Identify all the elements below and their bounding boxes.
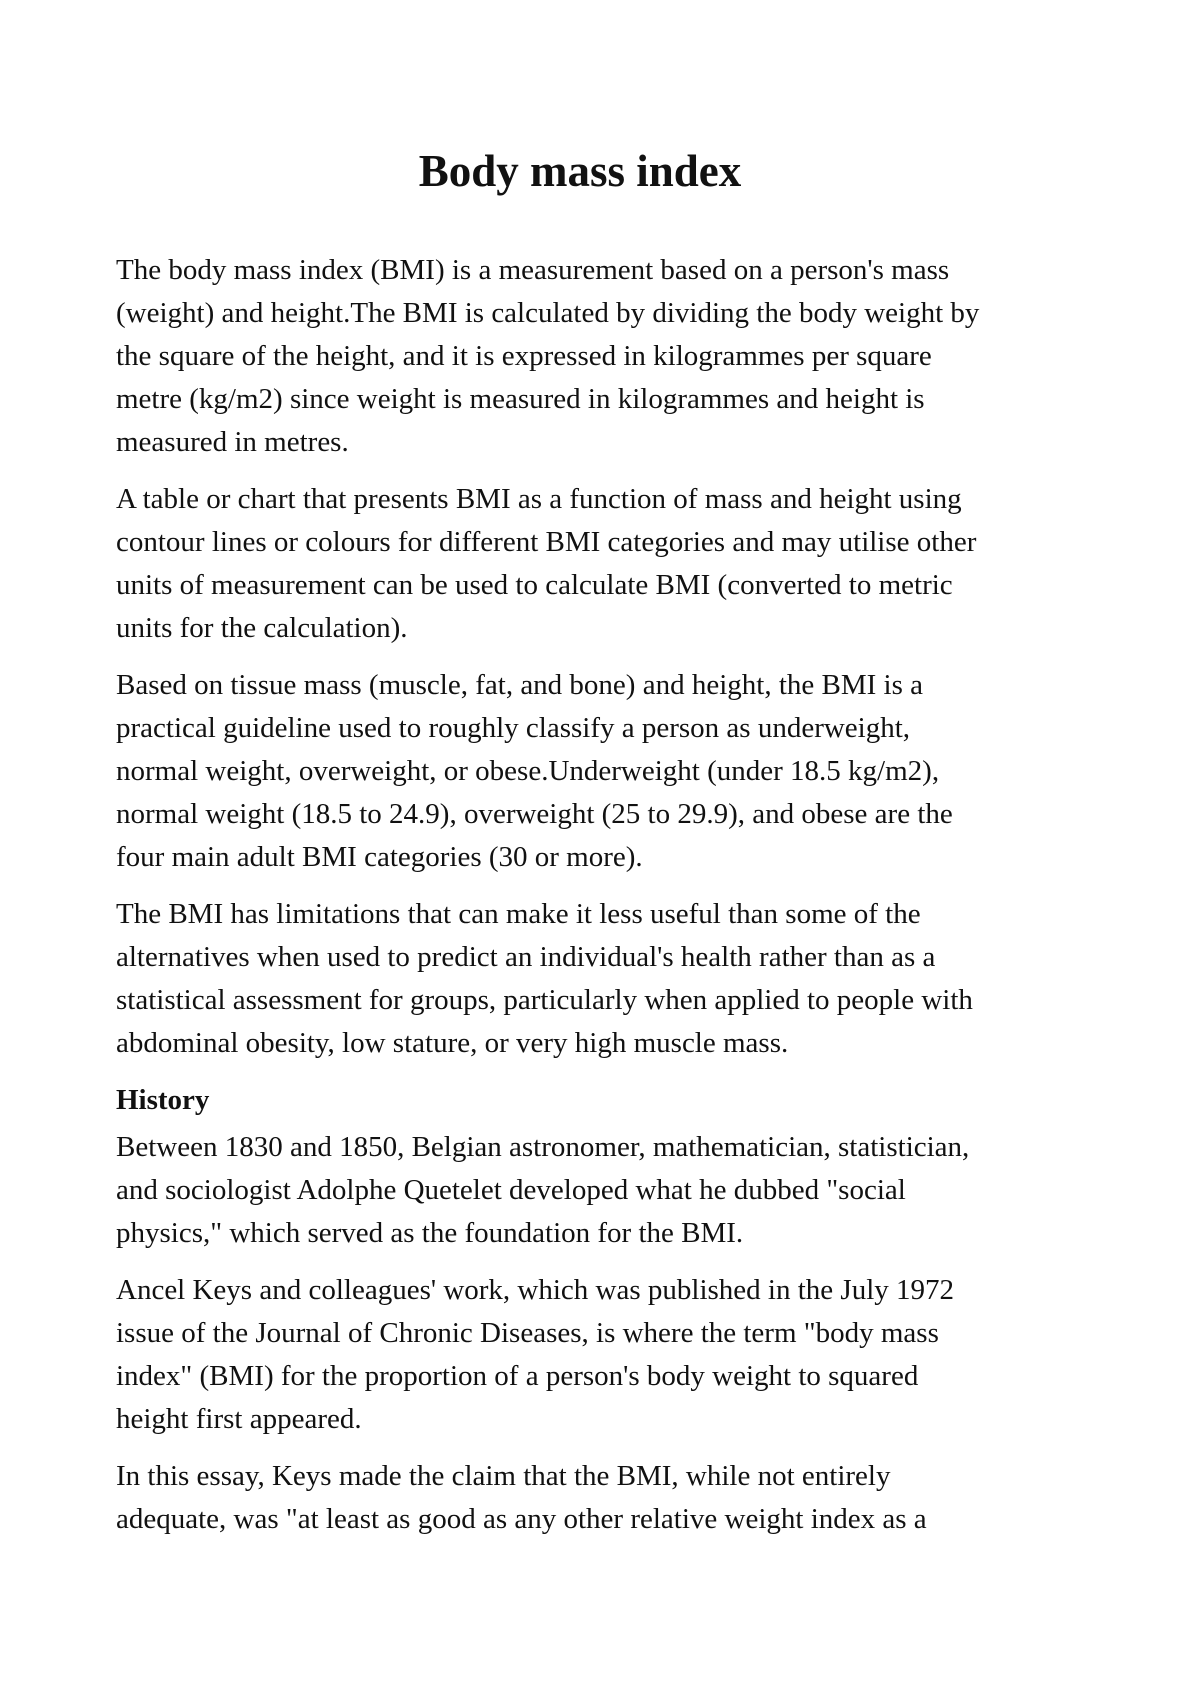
text-line: A table or chart that presents BMI as a function of mass and height using bbox=[116, 483, 962, 515]
text-line: In this essay, Keys made the claim that the BMI, while not entirely bbox=[116, 1460, 891, 1492]
text-line: the square of the height, and it is expressed in kilogrammes per square bbox=[116, 340, 932, 372]
text-line: index" (BMI) for the proportion of a person's body weight to squared bbox=[116, 1360, 919, 1392]
text-line: issue of the Journal of Chronic Diseases, is where the term "body mass bbox=[116, 1317, 939, 1349]
text-line: contour lines or colours for different BMI categories and may utilise other bbox=[116, 526, 977, 558]
text-line: measured in metres. bbox=[116, 426, 349, 458]
text-line: (weight) and height.The BMI is calculated by dividing the body weight by bbox=[116, 297, 980, 329]
text-line: and sociologist Adolphe Quetelet developed what he dubbed "social bbox=[116, 1174, 906, 1206]
text-line: Between 1830 and 1850, Belgian astronomer, mathematician, statistician, bbox=[116, 1131, 970, 1163]
text-line: alternatives when used to predict an individual's health rather than as a bbox=[116, 941, 936, 973]
paragraph-limitations bbox=[116, 893, 1116, 1065]
text-line: Ancel Keys and colleagues' work, which was published in the July 1972 bbox=[116, 1274, 954, 1306]
paragraph-categories bbox=[116, 664, 1116, 879]
text-line: The body mass index (BMI) is a measurement based on a person's mass bbox=[116, 254, 950, 286]
text-line: The BMI has limitations that can make it less useful than some of the bbox=[116, 898, 921, 930]
paragraph-history-essay bbox=[116, 1455, 1116, 1541]
text-line: adequate, was "at least as good as any other relative weight index as a bbox=[116, 1503, 927, 1535]
text-line: statistical assessment for groups, particularly when applied to people with bbox=[116, 984, 973, 1016]
text-line: height first appeared. bbox=[116, 1403, 362, 1435]
text-line: normal weight (18.5 to 24.9), overweight (25 to 29.9), and obese are the bbox=[116, 798, 953, 830]
text-line: Based on tissue mass (muscle, fat, and bone) and height, the BMI is a bbox=[116, 669, 924, 701]
text-line: abdominal obesity, low stature, or very high muscle mass. bbox=[116, 1027, 789, 1059]
text-line: units for the calculation). bbox=[116, 612, 408, 644]
document-body bbox=[116, 249, 1116, 1555]
paragraph-chart bbox=[116, 478, 1116, 650]
text-line: normal weight, overweight, or obese.Underweight (under 18.5 kg/m2), bbox=[116, 755, 940, 787]
text-line: physics," which served as the foundation for the BMI. bbox=[116, 1217, 744, 1249]
text-line: units of measurement can be used to calculate BMI (converted to metric bbox=[116, 569, 953, 601]
section-heading-history: History bbox=[116, 1084, 210, 1116]
paragraph-history-keys bbox=[116, 1269, 1116, 1441]
text-line: four main adult BMI categories (30 or more). bbox=[116, 841, 643, 873]
paragraph-intro bbox=[116, 249, 1116, 464]
text-line: practical guideline used to roughly classify a person as underweight, bbox=[116, 712, 911, 744]
text-line: metre (kg/m2) since weight is measured in kilogrammes and height is bbox=[116, 383, 925, 415]
paragraph-history-quetelet bbox=[116, 1126, 1116, 1255]
document-title: Body mass index bbox=[418, 146, 742, 196]
